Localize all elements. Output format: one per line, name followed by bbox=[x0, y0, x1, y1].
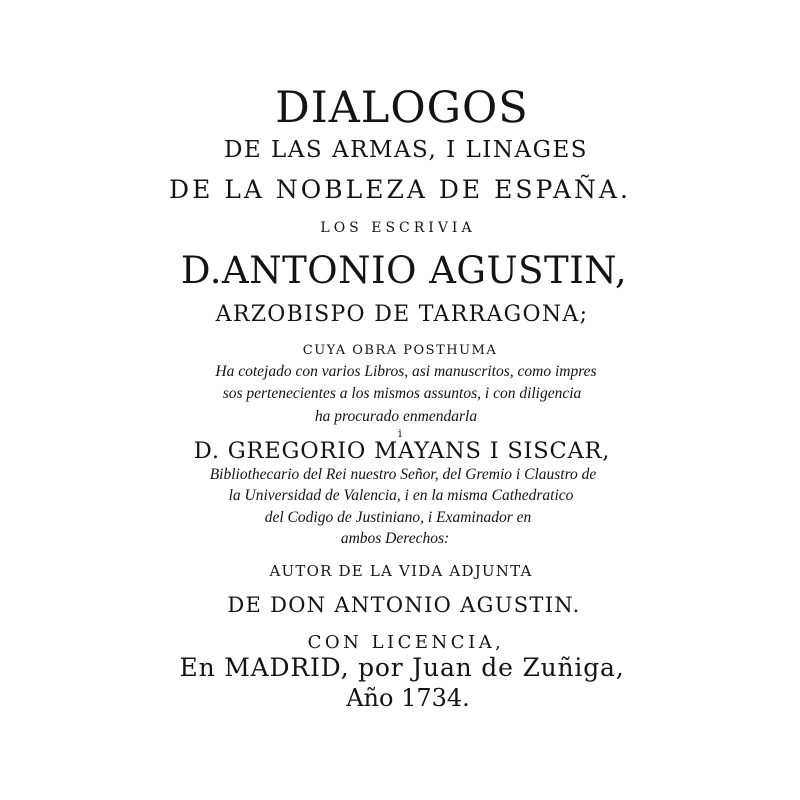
editor-description-line-4: ambos Derechos: bbox=[340, 530, 450, 547]
work-note: CUYA OBRA POSTHUMA bbox=[302, 343, 498, 358]
collation-line-2: sos pertenecientes a los mismos assuntos, i con diligencia bbox=[222, 385, 582, 402]
year-line: Año 1734. bbox=[346, 684, 470, 712]
biography-subject: DE DON ANTONIO AGUSTIN. bbox=[227, 593, 581, 617]
written-by: LOS ESCRIVIA bbox=[320, 220, 476, 236]
biography-note: AUTOR DE LA VIDA ADJUNTA bbox=[269, 562, 533, 580]
author-name: D.ANTONIO AGUSTIN, bbox=[180, 249, 628, 292]
license-line: CON LICENCIA, bbox=[307, 632, 505, 653]
editor-description-line-3: del Codigo de Justiniano, i Examinador en bbox=[264, 509, 532, 526]
author-title: ARZOBISPO DE TARRAGONA; bbox=[215, 302, 589, 327]
subtitle-line-1: DE LAS ARMAS, I LINAGES bbox=[223, 137, 589, 163]
collation-line-1: Ha cotejado con varios Libros, asi manuscritos, como impres bbox=[215, 363, 597, 380]
collation-line-3: ha procurado enmendarla bbox=[314, 408, 478, 425]
editor-mark: i bbox=[398, 427, 402, 440]
editor-description-line-2: la Universidad de Valencia, i en la misma Cathedratico bbox=[228, 487, 574, 504]
imprint-line: En MADRID, por Juan de Zuñiga, bbox=[179, 653, 625, 682]
editor-name: D. GREGORIO MAYANS I SISCAR, bbox=[193, 438, 611, 464]
subtitle-line-2: DE LA NOBLEZA DE ESPAÑA. bbox=[169, 175, 631, 204]
book-title: DIALOGOS bbox=[275, 83, 529, 133]
editor-description-line-1: Bibliothecario del Rei nuestro Señor, del Gremio i Claustro de bbox=[209, 466, 597, 483]
